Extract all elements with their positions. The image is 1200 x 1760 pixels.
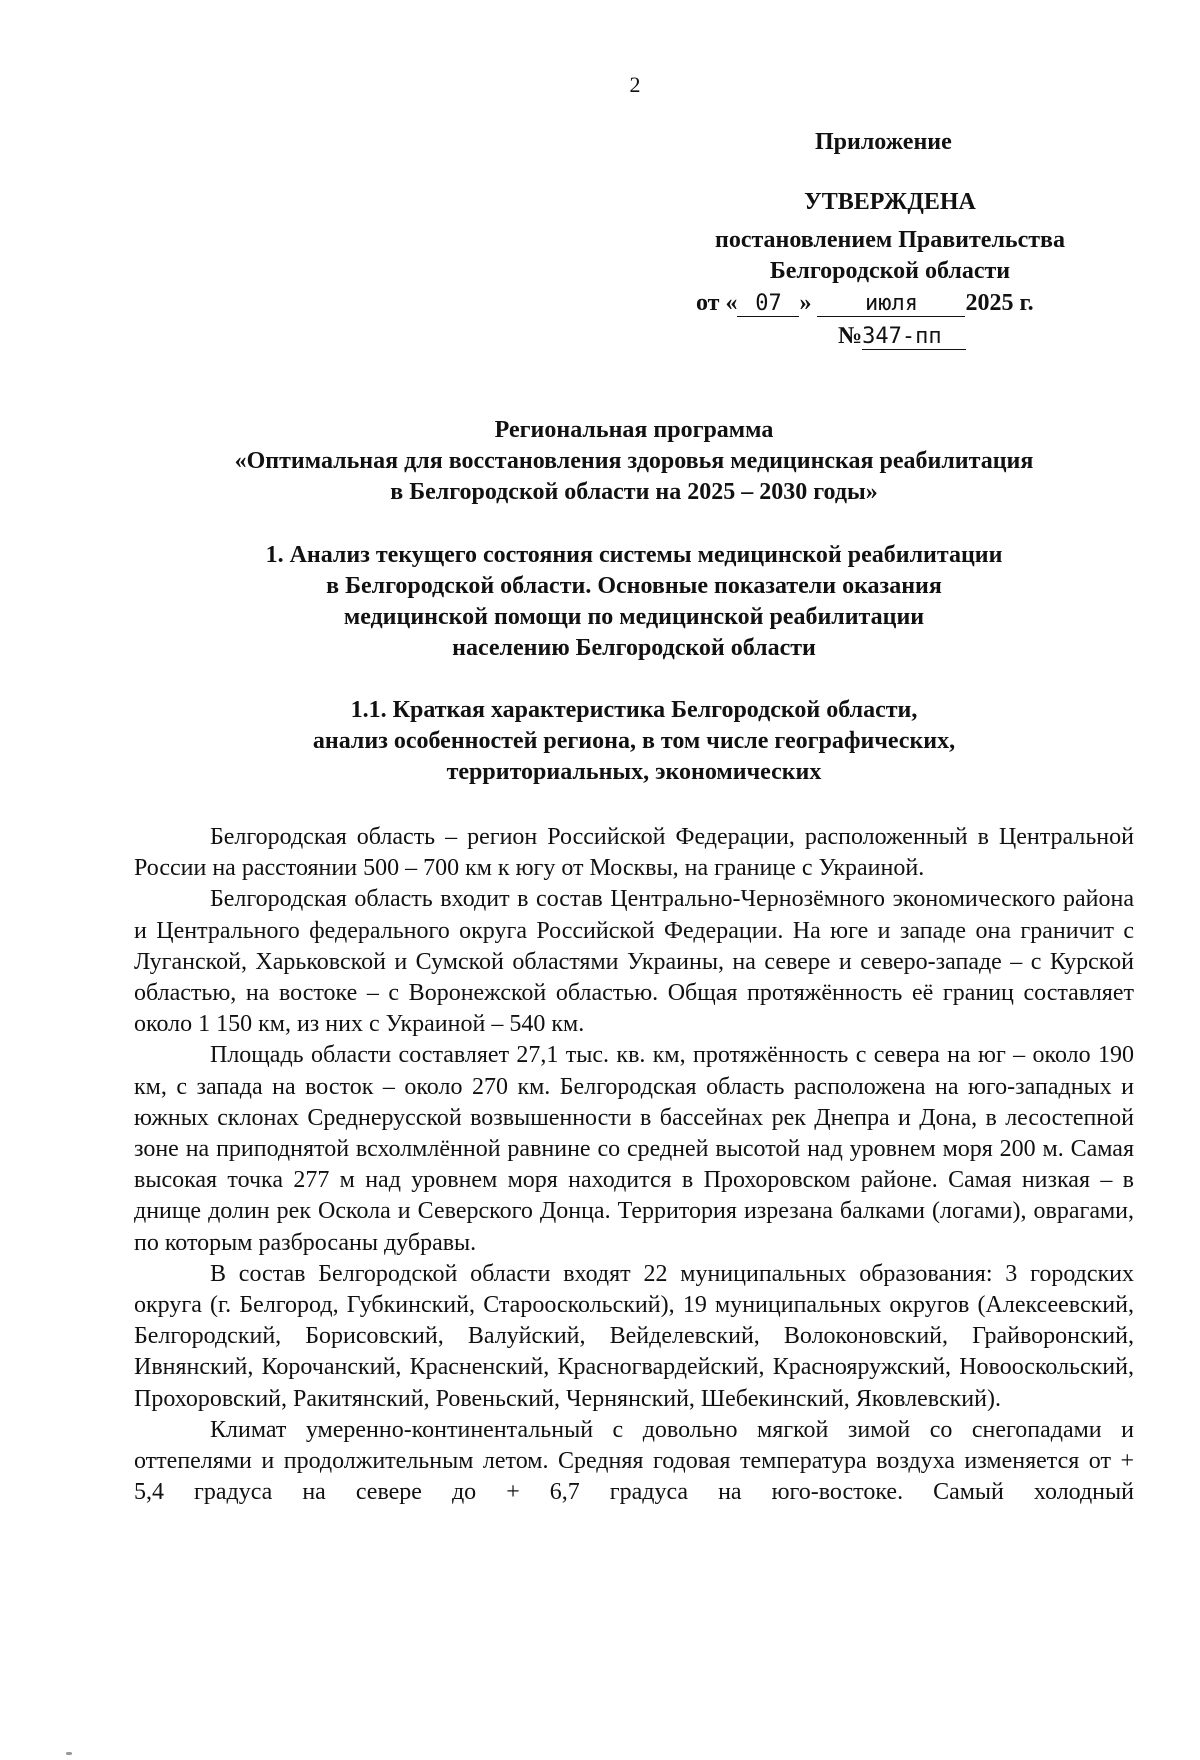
program-title [134, 415, 1134, 508]
subsection-heading-line: территориальных, экономических [446, 759, 822, 785]
date-year: 2025 г. [965, 290, 1034, 316]
date-mid: » [799, 290, 812, 316]
date-month: июля [817, 292, 965, 317]
decree-date [696, 287, 1034, 319]
subsection-heading-line: анализ особенностей региона, в том числе географических, [312, 728, 956, 754]
paragraph: Белгородская область – регион Российской Федерации, расположенный в Центральной России на расстоянии 500 – 700 км к югу от Москвы, на границе с Украиной. [134, 824, 1134, 882]
date-prefix: от « [696, 290, 738, 316]
section-heading-line: 1. Анализ текущего состояния системы медицинской реабилитации [265, 542, 1003, 568]
date-day: 07 [737, 292, 799, 317]
program-title-line: «Оптимальная для восстановления здоровья медицинская реабилитация [234, 448, 1034, 474]
body-text [134, 822, 1134, 1508]
page-number: 2 [629, 72, 641, 97]
scan-speck [66, 1752, 72, 1755]
number-value: 347-пп [862, 325, 966, 350]
section-heading-line: медицинской помощи по медицинской реабилитации [343, 604, 925, 630]
subsection-heading-line: 1.1. Краткая характеристика Белгородской области, [350, 697, 918, 723]
decree-number [838, 320, 966, 352]
paragraph: Площадь области составляет 27,1 тыс. кв. км, протяжённость с севера на юг – около 190 км, с запада на восток – около 270 км. Белгородская область расположена на юго-западных и южных склонах Среднерусской возвышенности в бассейнах рек Днепра и Дона, в лесостепной зоне на приподнятой всхолмлённой равнине со средней высотой над уровнем моря 200 м. Самая высокая точка 277 м над уровнем моря находится в Прохоровском районе. Самая низкая – в днище долин рек Оскола и Северского Донца. Территория изрезана балками (логами), оврагами, по которым разбросаны дубравы. [134, 1042, 1134, 1256]
paragraph: Климат умеренно-континентальный с довольно мягкой зимой со снегопадами и оттепелями и продолжительным летом. Средняя годовая температура воздуха изменяется от + 5,4 градуса на севере до + 6,7 градуса на юго-востоке. Самый холодный [134, 1416, 1134, 1506]
section-heading-line: населению Белгородской области [452, 635, 816, 661]
program-title-line: в Белгородской области на 2025 – 2030 годы» [390, 479, 878, 505]
decree-label: постановлением Правительства [714, 227, 1065, 253]
paragraph: Белгородская область входит в состав Центрально-Чернозёмного экономического района и Центрального федерального округа Российской Федерации. На юге и западе она граничит с Луганской, Харьковской и Сумской областями Украины, на севере и северо-западе – с Курской областью, на востоке – с Воронежской областью. Общая протяжённость её границ составляет около 1 150 км, из них с Украиной – 540 км. [134, 886, 1134, 1038]
program-title-line: Региональная программа [494, 417, 774, 443]
section-heading [134, 540, 1134, 664]
approved-label: УТВЕРЖДЕНА [804, 189, 976, 215]
number-prefix: № [838, 323, 863, 349]
region-label: Белгородской области [769, 258, 1011, 284]
paragraph: В состав Белгородской области входят 22 муниципальных образования: 3 городских округа (г. Белгород, Губкинский, Старооскольский), 19 муниципальных округов (Алексеевский, Белгородский, Борисовский, Валуйский, Вейделевский, Волоконовский, Грайворонский, Ивнянский, Корочанский, Красненский, Красногвардейский, Краснояружский, Новооскольский, Прохоровский, Ракитянский, Ровеньский, Чернянский, Шебекинский, Яковлевский). [134, 1260, 1134, 1412]
subsection-heading [134, 695, 1134, 788]
appendix-label: Приложение [815, 129, 952, 155]
section-heading-line: в Белгородской области. Основные показатели оказания [326, 573, 942, 599]
